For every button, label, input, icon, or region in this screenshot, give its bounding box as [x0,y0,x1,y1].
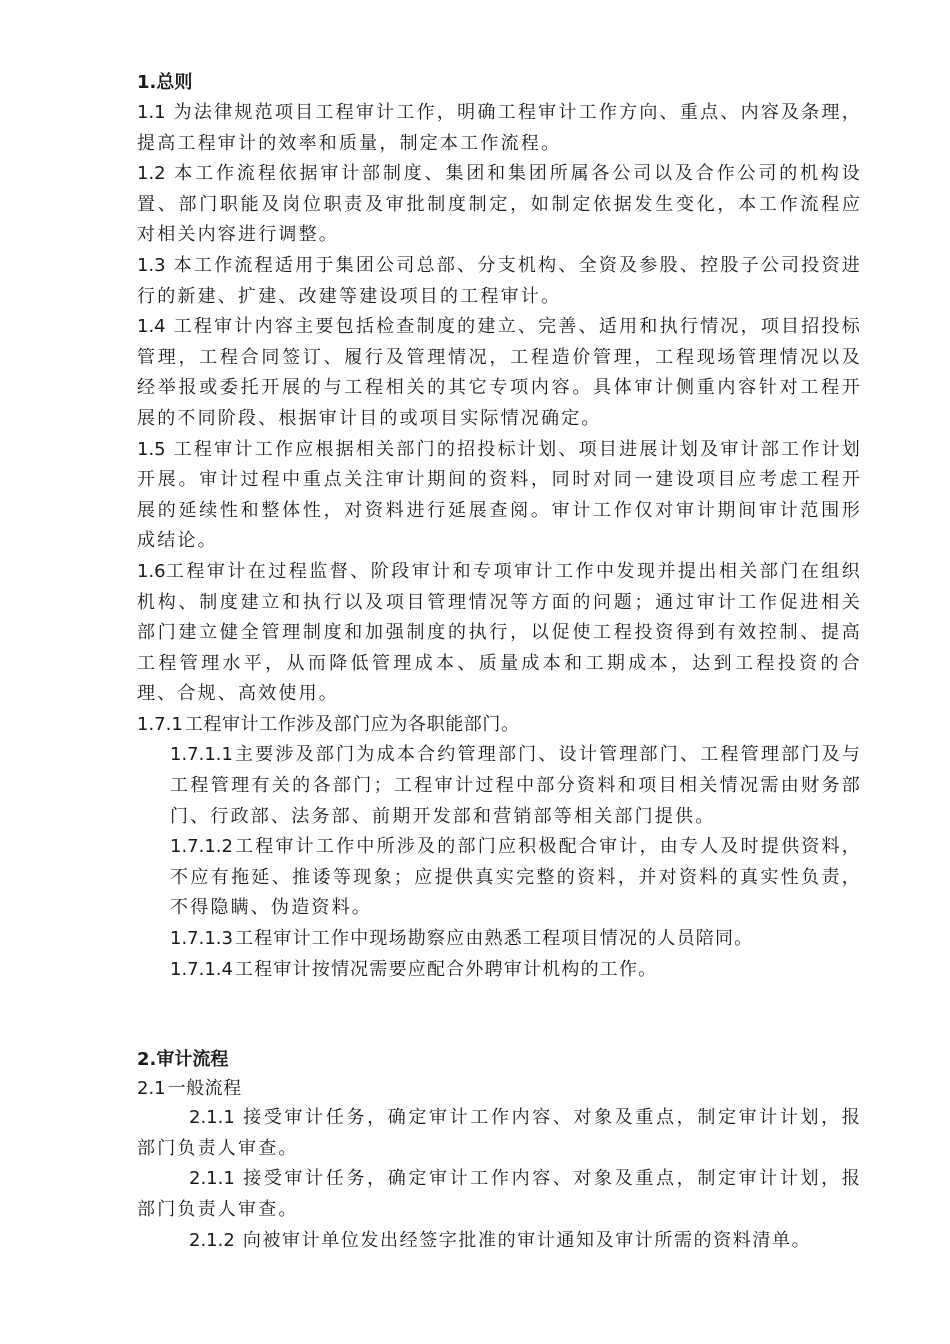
paragraph-1-7-1 [137,710,862,741]
paragraph-text: 本工作流程依据审计部制度、集团和集团所属各公司以及合作公司的机构设置、部门职能及岗位职责及审批制度制定，如制定依据发生变化，本工作流程应对相关内容进行调整。 [137,163,862,246]
paragraph-1-7-1-4 [170,955,862,986]
paragraph-text: 接受审计任务，确定审计工作内容、对象及重点，制定审计计划，报部门负责人审查。 [137,1168,862,1220]
paragraph-1-1 [137,98,862,159]
paragraph-2-1-1-repeat [137,1164,862,1225]
paragraph-number: 2.1 [137,1078,166,1100]
paragraph-1-4 [137,312,862,434]
section-2-heading [137,1045,862,1075]
paragraph-1-6 [137,557,862,710]
paragraph-1-7-1-2 [170,832,862,924]
paragraph-number: 1.6 [137,560,166,582]
paragraph-number: 1.7.1.1 [170,744,233,766]
paragraph-number: 1.7.1.2 [170,836,233,858]
section-2-title: 审计流程 [156,1049,229,1071]
paragraph-text: 向被审计单位发出经签字批准的审计通知及审计所需的资料清单。 [242,1229,812,1251]
paragraph-text: 工程审计内容主要包括检查制度的建立、完善、适用和执行情况，项目招投标管理，工程合同签订、履行及管理情况，工程造价管理，工程现场管理情况以及经举报或委托开展的与工程相关的其它专项内容。具体审计侧重内容针对工程开展的不同阶段、根据审计目的或项目实际情况确定。 [137,316,862,429]
paragraph-1-2 [137,159,862,251]
paragraph-text: 工程审计按情况需要应配合外聘审计机构的工作。 [234,958,658,980]
paragraph-text: 接受审计任务，确定审计工作内容、对象及重点，制定审计计划，报部门负责人审查。 [137,1107,862,1159]
paragraph-text: 为法律规范项目工程审计工作，明确工程审计工作方向、重点、内容及条理，提高工程审计的效率和质量，制定本工作流程。 [137,102,862,154]
paragraph-text: 工程审计工作应根据相关部门的招投标计划、项目进展计划及审计部工作计划开展。审计过程中重点关注审计期间的资料，同时对同一建设项目应考虑工程开展的延续性和整体性，对资料进行延展查阅。审计工作仅对审计期间审计范围形成结论。 [137,438,862,552]
paragraph-2-1-1 [137,1103,862,1164]
section-1-title: 总则 [156,72,193,93]
paragraph-text: 主要涉及部门为成本合约管理部门、设计管理部门、工程管理部门及与工程管理有关的各部门；工程审计过程中部分资料和项目相关情况需由财务部门、行政部、法务部、前期开发部和营销部等相关部门提供。 [170,744,862,827]
section-1-number: 1. [137,72,157,93]
paragraph-number: 1.4 [137,316,166,338]
paragraph-text: 工程审计在过程监督、阶段审计和专项审计工作中发现并提出相关部门在组织机构、制度建立和执行以及项目管理情况等方面的问题；通过审计工作促进相关部门建立健全管理制度和加强制度的执行，以促使工程投资得到有效控制、提高工程管理水平，从而降低管理成本、质量成本和工期成本，达到工程投资的合理、合规、高效使用。 [137,560,862,705]
paragraph-text: 工程审计工作中现场勘察应由熟悉工程项目情况的人员陪同。 [234,928,754,950]
paragraph-1-7-1-3 [170,924,862,955]
paragraph-1-5 [137,435,862,557]
paragraph-text: 本工作流程适用于集团公司总部、分支机构、全资及参股、控股子公司投资进行的新建、扩建、改建等建设项目的工程审计。 [137,254,862,307]
section-2-number: 2. [137,1049,157,1071]
paragraph-number: 1.3 [137,254,166,276]
paragraph-text: 工程审计工作中所涉及的部门应积极配合审计，由专人及时提供资料，不应有拖延、推诿等现象；应提供真实完整的资料，并对资料的真实性负责，不得隐瞒、伪造资料。 [170,836,862,919]
paragraph-text: 一般流程 [167,1078,242,1100]
paragraph-number: 1.1 [137,102,166,123]
paragraph-number: 2.1.2 [189,1229,235,1251]
paragraph-1-3 [137,251,862,312]
paragraph-number: 2.1.1 [189,1168,235,1190]
section-1-heading [137,68,862,98]
paragraph-2-1-2 [137,1226,862,1257]
paragraph-number: 1.7.1.4 [170,958,233,980]
paragraph-number: 2.1.1 [189,1107,235,1129]
paragraph-1-7-1-1 [170,740,862,832]
paragraph-number: 1.7.1 [137,713,183,735]
paragraph-2-1 [137,1075,862,1103]
paragraph-text: 工程审计工作涉及部门应为各职能部门。 [184,713,520,735]
paragraph-number: 1.5 [137,438,166,460]
section-gap [137,985,862,1045]
paragraph-number: 1.7.1.3 [170,928,233,950]
paragraph-number: 1.2 [137,163,166,185]
